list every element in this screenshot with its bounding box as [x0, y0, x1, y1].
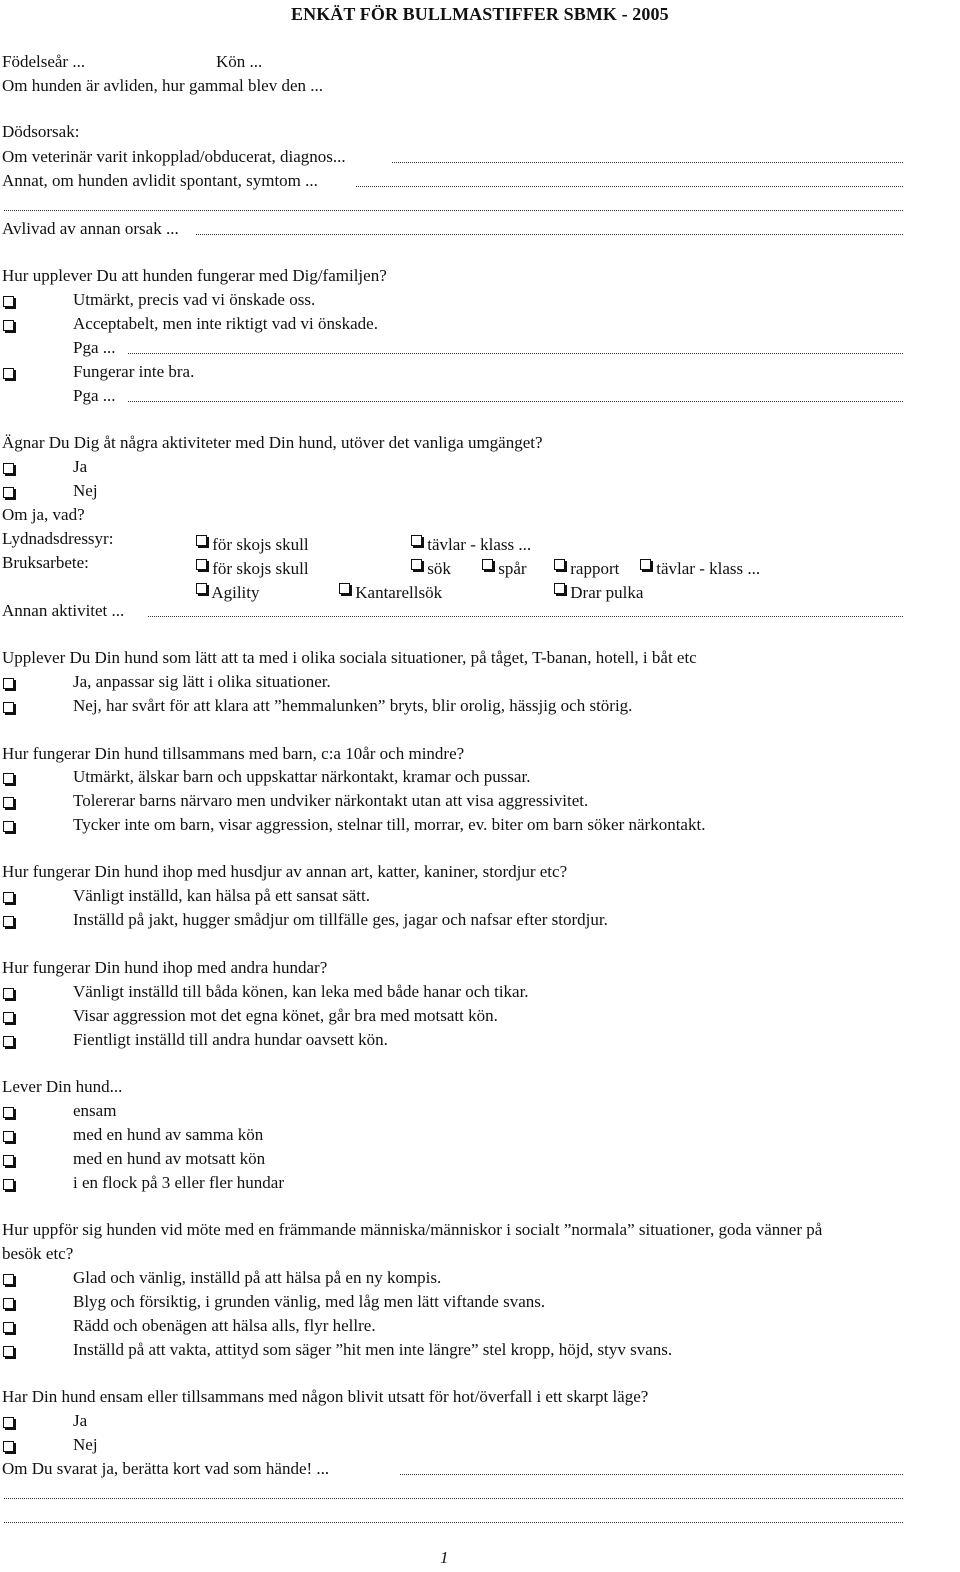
checkbox-icon[interactable] [2, 1267, 15, 1289]
social-question: Upplever Du Din hund som lätt att ta med i olika sociala situationer, på tåget, T-banan, hotell, i båt etc [2, 648, 697, 667]
checkbox-icon[interactable] [410, 552, 423, 574]
family-pga-line-2[interactable] [128, 385, 903, 407]
working-compete[interactable]: tävlar - klass ... [639, 552, 760, 574]
family-pga-label-1: Pga ... [73, 338, 116, 357]
page-number: 1 [440, 1548, 449, 1567]
pets-question: Hur fungerar Din hund ihop med husdjur av annan art, katter, kaniner, stordjur etc? [2, 862, 568, 881]
document-title: ENKÄT FÖR BULLMASTIFFER SBMK - 2005 [291, 4, 669, 24]
checkbox-icon[interactable] [2, 766, 15, 788]
obedience-fun[interactable]: för skojs skull [195, 528, 309, 550]
checkbox-icon[interactable] [2, 313, 15, 335]
working-fun[interactable]: för skojs skull [195, 552, 309, 574]
working-search[interactable]: sök [410, 552, 451, 574]
family-pga-line-1[interactable] [128, 337, 903, 359]
euthanized-label: Avlivad av annan orsak ... [2, 219, 179, 238]
other-activity-line[interactable] [148, 600, 903, 622]
obedience-label: Lydnadsdressyr: [2, 529, 114, 548]
other-activity-label: Annan aktivitet ... [2, 601, 125, 620]
gender-label: Kön ... [216, 52, 263, 71]
checkbox-icon[interactable] [2, 289, 15, 311]
checkbox-icon[interactable] [2, 909, 15, 931]
checkbox-icon[interactable] [2, 1124, 15, 1146]
checkbox-icon[interactable] [195, 552, 208, 574]
checkbox-icon[interactable] [639, 552, 652, 574]
vet-diagnosis-label: Om veterinär varit inkopplad/obducerat, diagnos... [2, 147, 346, 166]
cause-of-death-label: Dödsorsak: [2, 122, 80, 141]
checkbox-icon[interactable] [553, 552, 566, 574]
checkbox-icon[interactable] [2, 1148, 15, 1170]
working-label: Bruksarbete: [2, 553, 89, 572]
threat-question: Har Din hund ensam eller tillsammans med någon blivit utsatt för hot/överfall i ett skarpt läge? [2, 1387, 649, 1406]
checkbox-icon[interactable] [2, 1029, 15, 1051]
children-question: Hur fungerar Din hund tillsammans med barn, c:a 10år och mindre? [2, 744, 465, 763]
agility-option[interactable]: Agility [195, 576, 259, 598]
family-question: Hur upplever Du att hunden fungerar med Dig/familjen? [2, 266, 387, 285]
checkbox-icon[interactable] [2, 814, 15, 836]
checkbox-icon[interactable] [2, 671, 15, 693]
checkbox-icon[interactable] [2, 1339, 15, 1361]
checkbox-icon[interactable] [2, 361, 15, 383]
age-at-death-label: Om hunden är avliden, hur gammal blev den ... [2, 76, 324, 95]
checkbox-icon[interactable] [553, 576, 566, 598]
working-tracking[interactable]: spår [481, 552, 527, 574]
chanterelle-option[interactable]: Kantarellsök [338, 576, 442, 598]
strangers-question-line-1: Hur uppför sig hunden vid möte med en främmande människa/människor i socialt ”normala” situationer, goda vänner på [2, 1220, 823, 1239]
checkbox-icon[interactable] [2, 1410, 15, 1432]
threat-answer-line-3[interactable] [4, 1506, 903, 1528]
obedience-compete[interactable]: tävlar - klass ... [410, 528, 531, 550]
birth-year-label: Födelseår ... [2, 52, 86, 71]
strangers-question-line-2: besök etc? [2, 1244, 74, 1263]
checkbox-icon[interactable] [2, 885, 15, 907]
checkbox-icon[interactable] [2, 1005, 15, 1027]
threat-answer-line-1[interactable] [400, 1458, 903, 1480]
euthanized-line[interactable] [196, 218, 903, 240]
activities-question: Ägnar Du Dig åt några aktiviteter med Din hund, utöver det vanliga umgänget? [2, 433, 543, 452]
checkbox-icon[interactable] [2, 790, 15, 812]
checkbox-icon[interactable] [2, 1172, 15, 1194]
checkbox-icon[interactable] [195, 528, 208, 550]
checkbox-icon[interactable] [2, 1291, 15, 1313]
checkbox-icon[interactable] [410, 528, 423, 550]
living-question: Lever Din hund... [2, 1077, 123, 1096]
spontaneous-line-2[interactable] [4, 194, 903, 216]
sled-option[interactable]: Drar pulka [553, 576, 643, 598]
dogs-question: Hur fungerar Din hund ihop med andra hundar? [2, 958, 328, 977]
checkbox-icon[interactable] [2, 480, 15, 502]
checkbox-icon[interactable] [2, 981, 15, 1003]
checkbox-icon[interactable] [195, 576, 208, 598]
family-pga-label-2: Pga ... [73, 386, 116, 405]
threat-if-yes-label: Om Du svarat ja, berätta kort vad som hände! ... [2, 1459, 330, 1478]
threat-answer-line-2[interactable] [4, 1482, 903, 1504]
checkbox-icon[interactable] [2, 695, 15, 717]
checkbox-icon[interactable] [338, 576, 351, 598]
checkbox-icon[interactable] [481, 552, 494, 574]
spontaneous-line[interactable] [356, 170, 903, 192]
checkbox-icon[interactable] [2, 1315, 15, 1337]
vet-diagnosis-line[interactable] [392, 146, 903, 168]
working-report[interactable]: rapport [553, 552, 619, 574]
activities-if-yes: Om ja, vad? [2, 505, 85, 524]
checkbox-icon[interactable] [2, 456, 15, 478]
checkbox-icon[interactable] [2, 1100, 15, 1122]
spontaneous-label: Annat, om hunden avlidit spontant, symtom ... [2, 171, 318, 190]
checkbox-icon[interactable] [2, 1434, 15, 1456]
